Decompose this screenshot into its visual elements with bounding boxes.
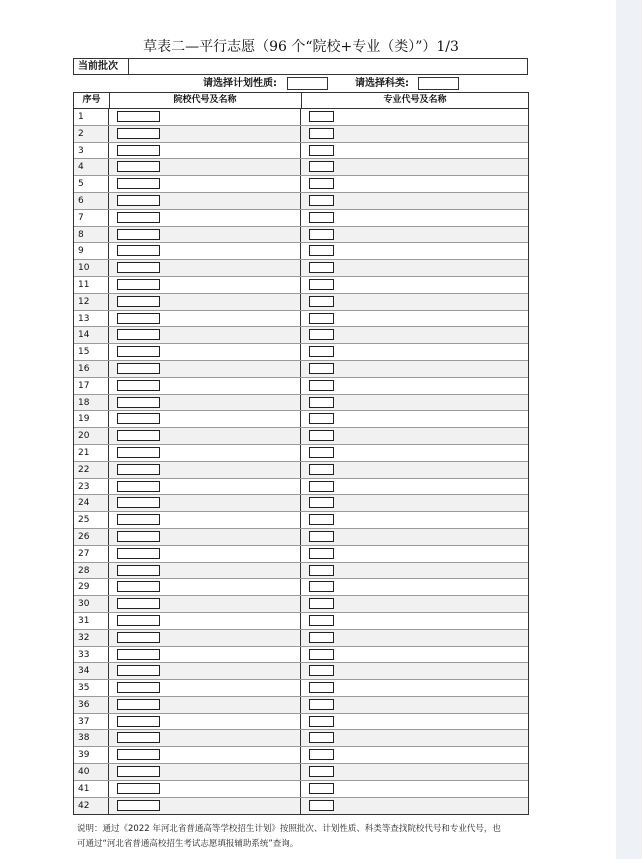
major-code-input[interactable] [309,178,334,189]
row-number: 30 [74,596,109,612]
table-row [74,260,528,277]
row-number: 26 [74,529,109,545]
major-code-input[interactable] [309,346,334,357]
row-number: 34 [74,663,109,679]
major-code-input[interactable] [309,732,334,743]
major-code-input[interactable] [309,145,334,156]
table-row [74,378,528,395]
school-code-input[interactable] [117,481,160,492]
school-code-input[interactable] [117,615,160,626]
school-code-input[interactable] [117,397,160,408]
row-number: 35 [74,680,109,696]
major-code-input[interactable] [309,363,334,374]
school-cell [109,344,301,360]
table-row [74,411,528,428]
major-code-input[interactable] [309,262,334,273]
school-code-input[interactable] [117,346,160,357]
major-code-input[interactable] [309,649,334,660]
school-cell [109,378,301,394]
major-code-input[interactable] [309,598,334,609]
major-code-input[interactable] [309,413,334,424]
table-row [74,395,528,412]
footnote-line-2: 可通过“河北省普通高校招生考试志愿填报辅助系统”查询。 [77,839,299,849]
table-row [74,714,528,731]
school-cell [109,512,301,528]
row-number: 7 [74,210,109,226]
row-number: 19 [74,411,109,427]
table-row [74,563,528,580]
school-cell [109,294,301,310]
batch-field [73,58,528,75]
school-code-input[interactable] [117,783,160,794]
major-code-input[interactable] [309,245,334,256]
header-seq: 序号 [74,93,110,108]
major-code-input[interactable] [309,665,334,676]
school-code-input[interactable] [117,279,160,290]
school-cell [109,428,301,444]
major-code-input[interactable] [309,397,334,408]
major-code-input[interactable] [309,313,334,324]
school-cell [109,529,301,545]
school-cell [109,126,301,142]
school-code-input[interactable] [117,598,160,609]
school-code-input[interactable] [117,128,160,139]
school-cell [109,730,301,746]
major-code-input[interactable] [309,195,334,206]
school-code-input[interactable] [117,430,160,441]
school-cell [109,311,301,327]
row-number: 1 [74,109,109,125]
footnote-line-1: 说明：通过《2022 年河北省普通高等学校招生计划》按照批次、计划性质、科类等查找院校代号和专业代号，也 [77,824,501,834]
table-row [74,428,528,445]
school-cell [109,277,301,293]
row-number: 24 [74,495,109,511]
school-code-input[interactable] [117,363,160,374]
table-header [74,93,528,109]
table-row [74,327,528,344]
table-row [74,126,528,143]
school-cell [109,227,301,243]
row-number: 32 [74,630,109,646]
major-code-input[interactable] [309,481,334,492]
major-code-input[interactable] [309,497,334,508]
table-row [74,596,528,613]
table-row [74,546,528,563]
major-code-input[interactable] [309,514,334,525]
school-cell [109,798,301,815]
table-row [74,143,528,160]
table-row [74,159,528,176]
row-number: 21 [74,445,109,461]
school-cell [109,647,301,663]
major-code-input[interactable] [309,430,334,441]
row-number: 25 [74,512,109,528]
major-code-input[interactable] [309,161,334,172]
school-code-input[interactable] [117,514,160,525]
table-row [74,512,528,529]
school-cell [109,546,301,562]
school-cell [109,764,301,780]
major-code-input[interactable] [309,615,334,626]
volunteer-table [73,92,529,815]
school-cell [109,445,301,461]
row-number: 31 [74,613,109,629]
school-code-input[interactable] [117,649,160,660]
table-row [74,445,528,462]
row-number: 13 [74,311,109,327]
table-row [74,344,528,361]
table-row [74,462,528,479]
table-row [74,613,528,630]
table-row [74,193,528,210]
subject-label: 请选择科类: [355,78,409,89]
row-number: 17 [74,378,109,394]
major-code-input[interactable] [309,447,334,458]
school-code-input[interactable] [117,245,160,256]
table-row [74,361,528,378]
school-code-input[interactable] [117,380,160,391]
row-number: 36 [74,697,109,713]
table-row [74,311,528,328]
major-code-input[interactable] [309,749,334,760]
school-code-input[interactable] [117,716,160,727]
table-row [74,647,528,664]
table-row [74,747,528,764]
row-number: 18 [74,395,109,411]
school-cell [109,109,301,125]
major-code-input[interactable] [309,581,334,592]
table-row [74,730,528,747]
row-number: 42 [74,798,109,815]
school-code-input[interactable] [117,632,160,643]
major-code-input[interactable] [309,279,334,290]
school-code-input[interactable] [117,699,160,710]
major-code-input[interactable] [309,783,334,794]
major-code-input[interactable] [309,766,334,777]
row-number: 9 [74,243,109,259]
school-code-input[interactable] [117,329,160,340]
table-row [74,294,528,311]
school-code-input[interactable] [117,665,160,676]
row-number: 37 [74,714,109,730]
row-number: 15 [74,344,109,360]
row-number: 38 [74,730,109,746]
school-cell [109,630,301,646]
footnote [77,822,547,852]
school-cell [109,714,301,730]
school-cell [109,495,301,511]
school-cell [109,697,301,713]
school-cell [109,361,301,377]
row-number: 41 [74,781,109,797]
plan-select[interactable] [287,77,328,90]
school-cell [109,210,301,226]
row-number: 22 [74,462,109,478]
header-major: 专业代号及名称 [383,95,447,105]
school-cell [109,193,301,209]
school-code-input[interactable] [117,531,160,542]
major-code-input[interactable] [309,128,334,139]
major-code-input[interactable] [309,212,334,223]
school-cell [109,176,301,192]
school-code-input[interactable] [117,195,160,206]
table-row [74,663,528,680]
school-code-input[interactable] [117,682,160,693]
school-cell [109,663,301,679]
table-row [74,227,528,244]
table-row [74,529,528,546]
school-cell [109,395,301,411]
school-code-input[interactable] [117,413,160,424]
school-code-input[interactable] [117,161,160,172]
school-code-input[interactable] [117,766,160,777]
row-number: 20 [74,428,109,444]
page-title: 草表二—平行志愿（96 个“院校+专业（类）”）1/3 [143,39,459,55]
major-code-input[interactable] [309,531,334,542]
table-row [74,680,528,697]
subject-select[interactable] [418,77,459,90]
table-row [74,495,528,512]
school-cell [109,260,301,276]
school-code-input[interactable] [117,548,160,559]
table-row [74,176,528,193]
school-code-input[interactable] [117,732,160,743]
school-code-input[interactable] [117,464,160,475]
table-row [74,109,528,126]
school-code-input[interactable] [117,447,160,458]
row-number: 11 [74,277,109,293]
table-row [74,798,528,815]
major-code-input[interactable] [309,329,334,340]
row-number: 8 [74,227,109,243]
row-number: 14 [74,327,109,343]
school-cell [109,781,301,797]
major-code-input[interactable] [309,111,334,122]
school-cell [109,563,301,579]
row-number: 5 [74,176,109,192]
table-row [74,579,528,596]
table-row [74,243,528,260]
row-number: 23 [74,479,109,495]
major-code-input[interactable] [309,565,334,576]
major-code-input[interactable] [309,229,334,240]
school-cell [109,680,301,696]
side-panel [616,0,642,859]
school-code-input[interactable] [117,749,160,760]
school-code-input[interactable] [117,145,160,156]
row-number: 40 [74,764,109,780]
major-code-input[interactable] [309,632,334,643]
school-code-input[interactable] [117,565,160,576]
school-code-input[interactable] [117,497,160,508]
major-code-input[interactable] [309,296,334,307]
row-number: 10 [74,260,109,276]
school-cell [109,243,301,259]
table-row [74,630,528,647]
school-cell [109,747,301,763]
school-code-input[interactable] [117,111,160,122]
row-number: 27 [74,546,109,562]
row-number: 3 [74,143,109,159]
row-number: 12 [74,294,109,310]
school-code-input[interactable] [117,178,160,189]
school-code-input[interactable] [117,296,160,307]
row-number: 28 [74,563,109,579]
table-row [74,764,528,781]
school-cell [109,411,301,427]
major-code-input[interactable] [309,464,334,475]
row-number: 16 [74,361,109,377]
table-body [74,109,528,814]
row-number: 39 [74,747,109,763]
major-code-input[interactable] [309,682,334,693]
school-code-input[interactable] [117,212,160,223]
major-code-input[interactable] [309,548,334,559]
school-cell [109,596,301,612]
major-code-input[interactable] [309,716,334,727]
school-cell [109,613,301,629]
school-cell [109,159,301,175]
table-row [74,781,528,798]
batch-label: 当前批次 [74,59,129,74]
major-code-input[interactable] [309,699,334,710]
table-row [74,697,528,714]
school-cell [109,327,301,343]
major-code-input[interactable] [309,380,334,391]
school-code-input[interactable] [117,800,160,811]
school-cell [109,479,301,495]
row-number: 2 [74,126,109,142]
batch-value[interactable] [130,59,527,74]
table-row [74,277,528,294]
school-code-input[interactable] [117,262,160,273]
table-row [74,210,528,227]
plan-label: 请选择计划性质: [203,78,277,89]
school-code-input[interactable] [117,229,160,240]
header-school: 院校代号及名称 [109,93,302,108]
major-code-input[interactable] [309,800,334,811]
table-row [74,479,528,496]
row-number: 4 [74,159,109,175]
row-number: 29 [74,579,109,595]
school-code-input[interactable] [117,581,160,592]
school-cell [109,462,301,478]
school-code-input[interactable] [117,313,160,324]
row-number: 6 [74,193,109,209]
school-cell [109,143,301,159]
row-number: 33 [74,647,109,663]
school-cell [109,579,301,595]
